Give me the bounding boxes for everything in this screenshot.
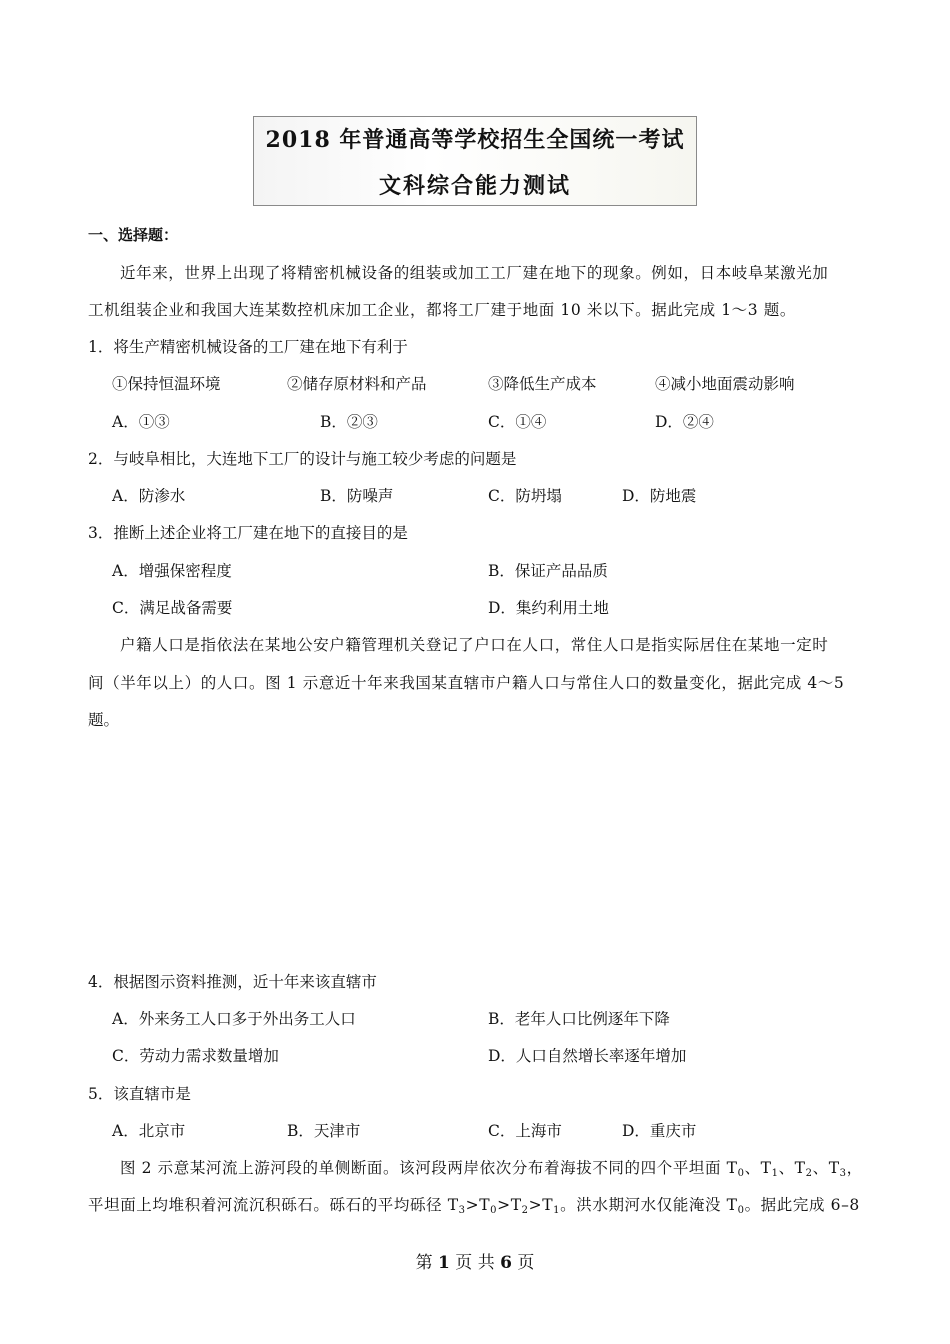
subscript: 1 xyxy=(771,1168,779,1179)
intro3-text: >T xyxy=(497,1196,522,1214)
q1-option-d: D．②④ xyxy=(655,413,714,431)
intro1-line1: 近年来，世界上出现了将精密机械设备的组装或加工工厂建在地下的现象。例如，日本岐阜某激光加 xyxy=(120,264,829,282)
footer-text: 第 xyxy=(415,1253,433,1273)
subscript: 2 xyxy=(521,1205,529,1216)
subscript: 0 xyxy=(737,1205,745,1216)
subscript: 3 xyxy=(458,1205,466,1216)
intro3-text: 。据此完成 6–8 xyxy=(744,1196,860,1214)
q1-option-b: B．②③ xyxy=(320,413,378,431)
page-number: 1 xyxy=(438,1253,450,1273)
q3-option-d: D．集约利用土地 xyxy=(488,599,609,617)
question-3-stem: 3．推断上述企业将工厂建在地下的直接目的是 xyxy=(88,524,408,542)
intro3-text: 、T xyxy=(778,1159,806,1177)
q1-item-3: ③降低生产成本 xyxy=(488,375,597,393)
exam-subtitle: 文科综合能力测试 xyxy=(378,173,571,199)
subscript: 0 xyxy=(490,1205,498,1216)
intro3-text: >T xyxy=(528,1196,554,1214)
intro3-line1 xyxy=(120,1156,863,1179)
q4-option-a: A．外来务工人口多于外出务工人口 xyxy=(112,1010,356,1028)
footer-text: 页 xyxy=(517,1253,535,1273)
intro3-text: 、T xyxy=(744,1159,772,1177)
question-4-stem: 4．根据图示资料推测，近十年来该直辖市 xyxy=(88,973,377,991)
q1-item-1: ①保持恒温环境 xyxy=(112,375,221,393)
q5-option-d: D．重庆市 xyxy=(622,1122,697,1140)
intro2-line2: 间（半年以上）的人口。图 1 示意近十年来我国某直辖市户籍人口与常住人口的数量变化，据此完成 4～5 xyxy=(88,674,845,692)
q5-option-b: B．天津市 xyxy=(287,1122,361,1140)
q1-option-c: C．①④ xyxy=(488,413,547,431)
q5-option-a: A．北京市 xyxy=(112,1122,186,1140)
intro3-text: >T xyxy=(465,1196,491,1214)
q3-option-a: A．增强保密程度 xyxy=(112,562,232,580)
q2-option-c: C．防坍塌 xyxy=(488,487,562,505)
page-footer xyxy=(0,1248,950,1273)
page-total: 6 xyxy=(500,1253,512,1273)
q1-option-a: A．①③ xyxy=(112,413,170,431)
section-heading: 一、选择题： xyxy=(88,226,179,244)
exam-title: 2018 年普通高等学校招生全国统一考试 xyxy=(265,127,685,153)
q3-option-c: C．满足战备需要 xyxy=(112,599,233,617)
question-2-stem: 2．与岐阜相比，大连地下工厂的设计与施工较少考虑的问题是 xyxy=(88,450,517,468)
question-1-stem: 1．将生产精密机械设备的工厂建在地下有利于 xyxy=(88,338,408,356)
q2-option-d: D．防地震 xyxy=(622,487,697,505)
q5-option-c: C．上海市 xyxy=(488,1122,562,1140)
intro3-text: 。洪水期河水仅能淹没 T xyxy=(560,1196,738,1214)
q1-item-2: ②储存原材料和产品 xyxy=(287,375,427,393)
subscript: 1 xyxy=(553,1205,561,1216)
subscript: 3 xyxy=(839,1168,847,1179)
footer-text: 页 共 xyxy=(455,1253,495,1273)
q1-item-4: ④减小地面震动影响 xyxy=(655,375,795,393)
q4-option-d: D．人口自然增长率逐年增加 xyxy=(488,1047,687,1065)
intro1-line2: 工机组装企业和我国大连某数控机床加工企业，都将工厂建于地面 10 米以下。据此完成 1～3 题。 xyxy=(88,301,796,319)
question-5-stem: 5．该直辖市是 xyxy=(88,1085,191,1103)
intro3-line2 xyxy=(88,1193,860,1216)
q2-option-a: A．防渗水 xyxy=(112,487,186,505)
subscript: 2 xyxy=(805,1168,813,1179)
subscript: 0 xyxy=(737,1168,745,1179)
intro3-text: 图 2 示意某河流上游河段的单侧断面。该河段两岸依次分布着海拔不同的四个平坦面 T xyxy=(120,1159,738,1177)
intro2-line1: 户籍人口是指依法在某地公安户籍管理机关登记了户口在人口，常住人口是指实际居住在某地一定时 xyxy=(120,636,829,654)
intro3-text: ， xyxy=(846,1159,863,1177)
q4-option-b: B．老年人口比例逐年下降 xyxy=(488,1010,670,1028)
exam-title-box xyxy=(253,116,697,206)
intro3-text: 平坦面上均堆积着河流沉积砾石。砾石的平均砾径 T xyxy=(88,1196,459,1214)
intro2-line3: 题。 xyxy=(88,711,120,729)
q3-option-b: B．保证产品品质 xyxy=(488,562,608,580)
q2-option-b: B．防噪声 xyxy=(320,487,394,505)
q4-option-c: C．劳动力需求数量增加 xyxy=(112,1047,279,1065)
intro3-text: 、T xyxy=(812,1159,840,1177)
